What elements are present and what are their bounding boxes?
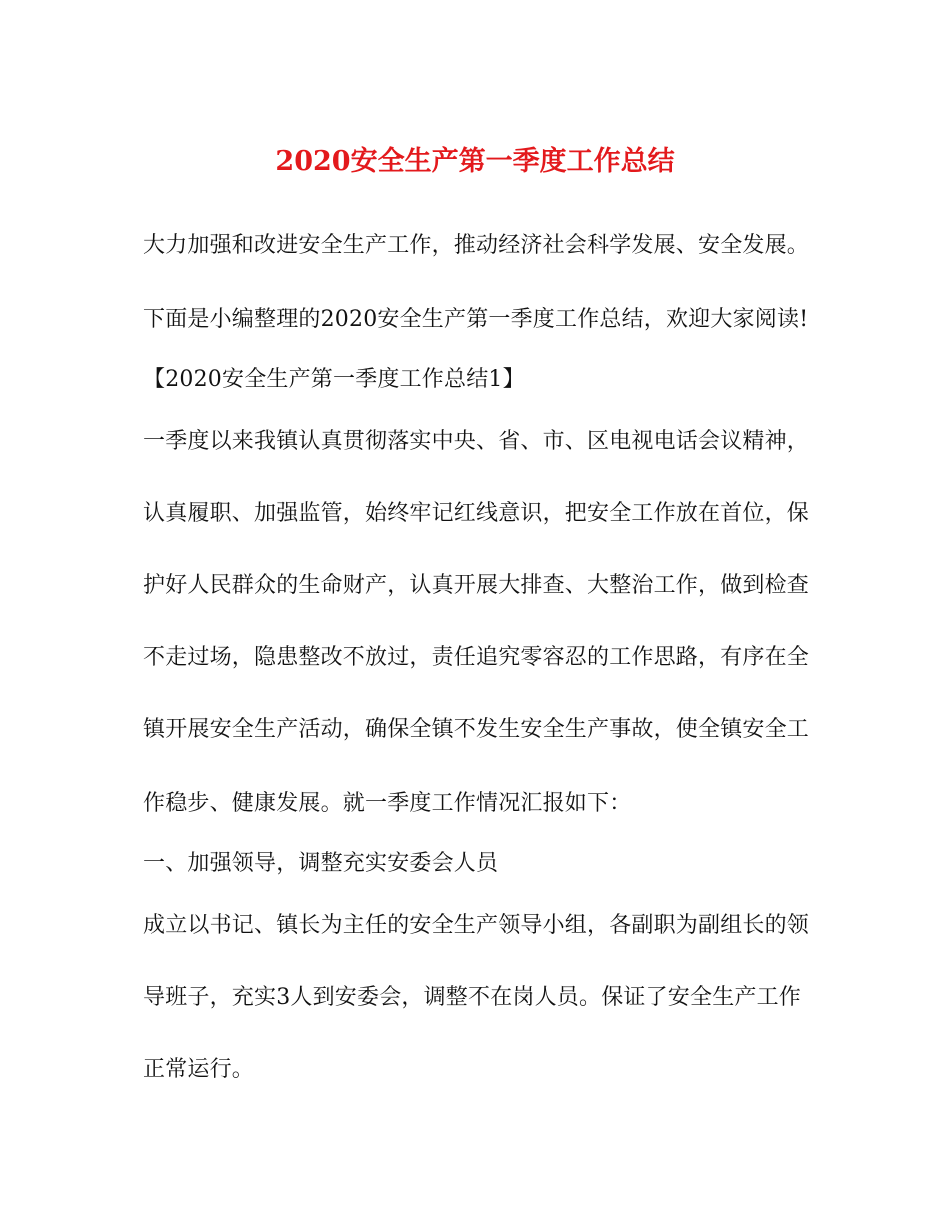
paragraph-line: 护好人民群众的生命财产，认真开展大排查、大整治工作，做到检查 [143, 573, 810, 598]
paragraph-line: 作稳步、健康发展。就一季度工作情况汇报如下： [143, 791, 632, 816]
paragraph-line: 正常运行。 [143, 1057, 255, 1082]
paragraph-line: 一季度以来我镇认真贯彻落实中央、省、市、区电视电话会议精神， [143, 429, 810, 454]
paragraph-line: 导班子，充实3人到安委会，调整不在岗人员。保证了安全生产工作 [143, 985, 801, 1010]
paragraph-line: 成立以书记、镇长为主任的安全生产领导小组，各副职为副组长的领 [143, 913, 810, 938]
paragraph-line: 不走过场，隐患整改不放过，责任追究零容忍的工作思路，有序在全 [143, 645, 810, 670]
intro-line-2: 下面是小编整理的2020安全生产第一季度工作总结，欢迎大家阅读! [143, 307, 809, 332]
section-heading-1: 【2020安全生产第一季度工作总结1】 [143, 367, 525, 392]
document-title: 2020安全生产第一季度工作总结 [275, 146, 675, 177]
intro-line-1: 大力加强和改进安全生产工作，推动经济社会科学发展、安全发展。 [143, 233, 810, 258]
paragraph-line: 认真履职、加强监管，始终牢记红线意识，把安全工作放在首位，保 [143, 501, 810, 526]
subheading: 一、加强领导，调整充实安委会人员 [143, 851, 499, 876]
paragraph-line: 镇开展安全生产活动，确保全镇不发生安全生产事故，使全镇安全工 [143, 717, 810, 742]
